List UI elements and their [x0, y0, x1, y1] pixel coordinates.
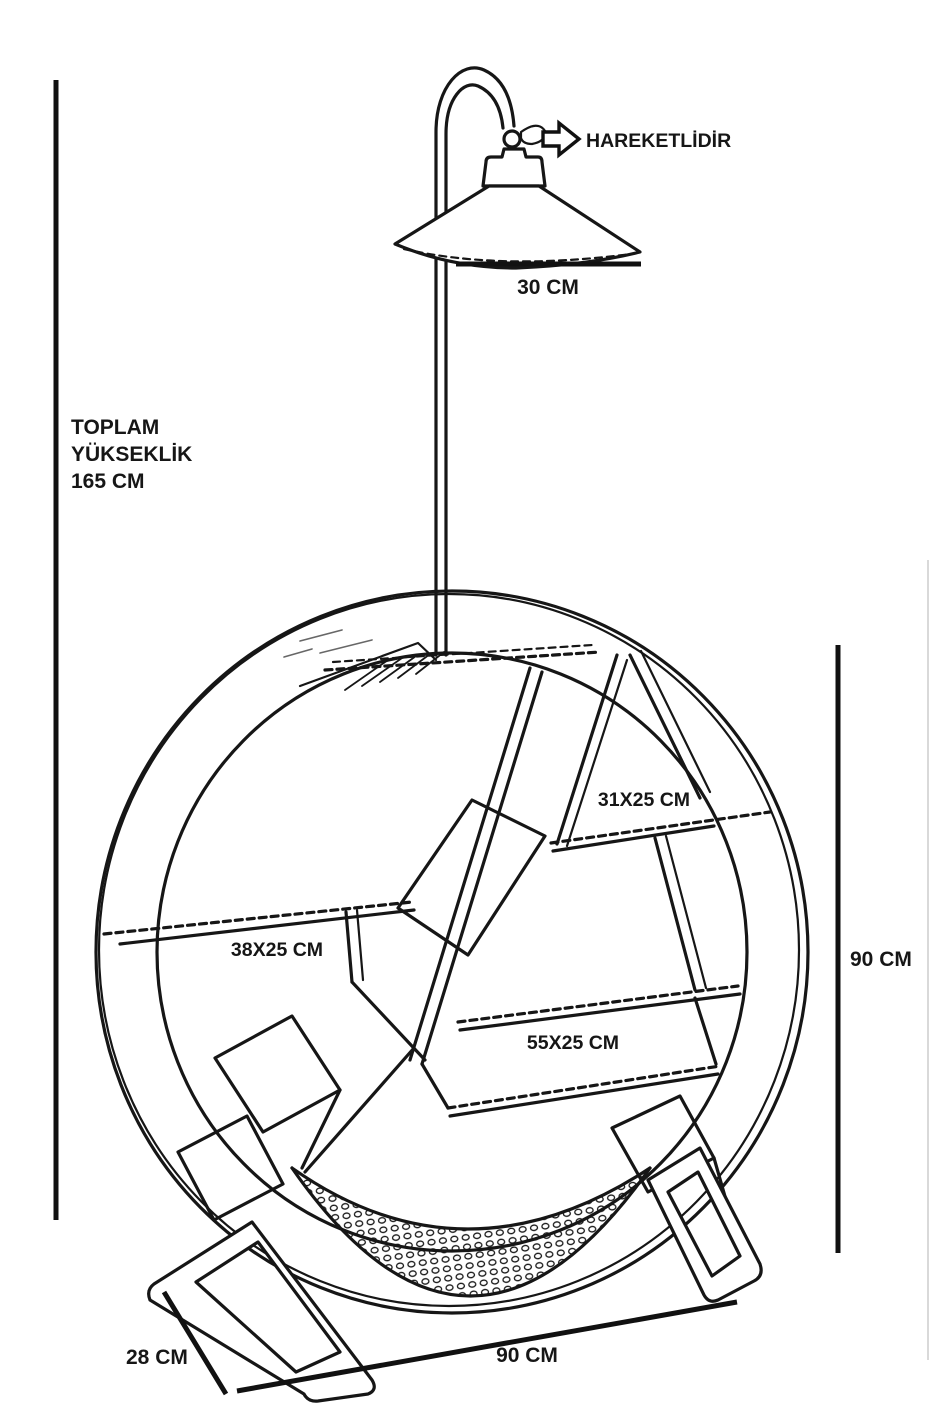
right-post-upper — [655, 838, 695, 990]
mesh-basket — [292, 1168, 650, 1296]
circular-shelf-ring — [96, 591, 808, 1313]
circle-height-dimension — [838, 645, 912, 1253]
right-leg — [648, 1148, 761, 1301]
upper-right-brace-left — [557, 655, 617, 844]
movable-annotation — [543, 123, 731, 155]
shelf-lattice — [104, 643, 770, 1256]
circle-height-label: 90 CM — [850, 948, 912, 971]
movable-label: HAREKETLİDİR — [586, 130, 732, 152]
shade-width-dimension — [456, 264, 641, 299]
base-width-label: 90 CM — [496, 1344, 558, 1367]
base-depth-label: 28 CM — [126, 1346, 188, 1369]
total-height-label-line1: TOPLAM — [71, 416, 160, 439]
shade-width-label: 30 CM — [517, 276, 579, 299]
shelf-55x25-label: 55X25 CM — [526, 1032, 620, 1054]
shelf-38x25-label: 38X25 CM — [230, 939, 324, 961]
shelf-31-top — [551, 812, 770, 843]
total-height-label-line2: YÜKSEKLİK — [71, 443, 193, 466]
shelf-31x25-label: 31X25 CM — [597, 789, 691, 811]
lower-left-diamond-opening — [215, 1016, 340, 1132]
lamp-socket — [483, 149, 545, 186]
lamp-shade — [395, 186, 640, 268]
lower-left-wedge-opening — [178, 1116, 283, 1220]
right-block-arrow-icon — [543, 123, 579, 155]
central-diamond-opening — [398, 800, 545, 955]
total-height-label-line3: 165 CM — [71, 470, 145, 493]
shelf-4-top — [448, 1066, 720, 1108]
upper-right-brace-right — [630, 655, 700, 798]
shelf-4-bottom — [450, 1074, 718, 1116]
